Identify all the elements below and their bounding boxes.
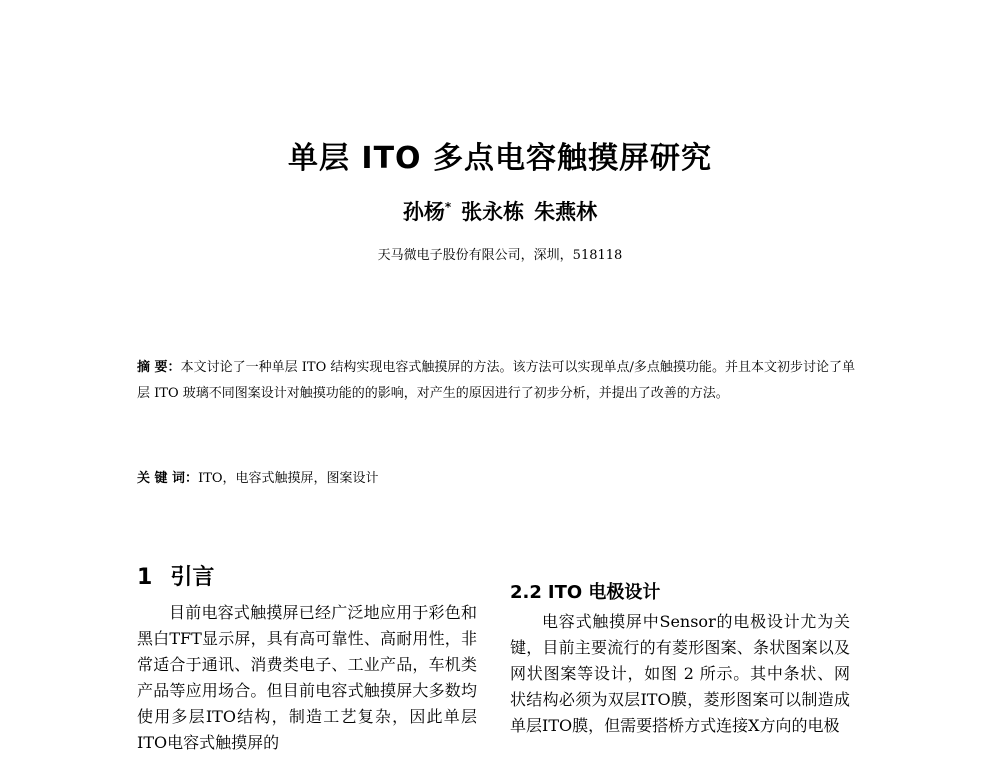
section-1-number: 1 [137, 565, 153, 590]
affiliation: 天马微电子股份有限公司，深圳，518118 [377, 248, 623, 263]
section-2-2-heading [510, 581, 850, 605]
abstract [137, 355, 855, 407]
section-1-heading [137, 560, 477, 596]
section-2-2-title: ITO 电极设计 [547, 582, 661, 603]
author-zhang-yongdong: 张永栋 [461, 200, 525, 224]
keywords-text: ITO，电容式触摸屏，图案设计 [198, 471, 379, 486]
right-column [510, 581, 850, 739]
abstract-label: 摘 要： [137, 360, 181, 375]
section-1-paragraph: 目前电容式触摸屏已经广泛地应用于彩色和黑白TFT显示屏，具有高可靠性、高耐用性，非常适合于通讯、消费类电子、工业产品，车机类产品等应用场合。但目前电容式触摸屏大多数均使用多层ITO结构，制造工艺复杂，因此单层ITO电容式触摸屏的 [137, 603, 477, 752]
author-sun-yang: 孙杨 [402, 200, 445, 224]
section-2-2-number: 2.2 [510, 582, 542, 603]
author-zhu-yanlin: 朱燕林 [534, 200, 598, 224]
section-2-2-paragraph: 电容式触摸屏中Sensor的电极设计尤为关键，目前主要流行的有菱形图案、条状图案以及网状图案等设计，如图 2 所示。其中条状、网状结构必须为双层ITO膜，菱形图案可以制造成单层ITO膜，但需要搭桥方式连接X方向的电极 [510, 612, 850, 735]
author-list [0, 196, 1000, 226]
keywords-label: 关 键 词： [137, 471, 199, 486]
paper-title: 单层 ITO 多点电容触摸屏研究 [287, 141, 713, 176]
keywords [137, 466, 855, 492]
left-column [137, 560, 477, 756]
abstract-text: 本文讨论了一种单层 ITO 结构实现电容式触摸屏的方法。该方法可以实现单点/多点触摸功能。并且本文初步讨论了单层 ITO 玻璃不同图案设计对触摸功能的的影响，对产生的原因进行了初步分析，并提出了改善的方法。 [137, 360, 856, 401]
section-1-title: 引言 [170, 565, 215, 590]
corresponding-author-mark: * [444, 200, 452, 214]
